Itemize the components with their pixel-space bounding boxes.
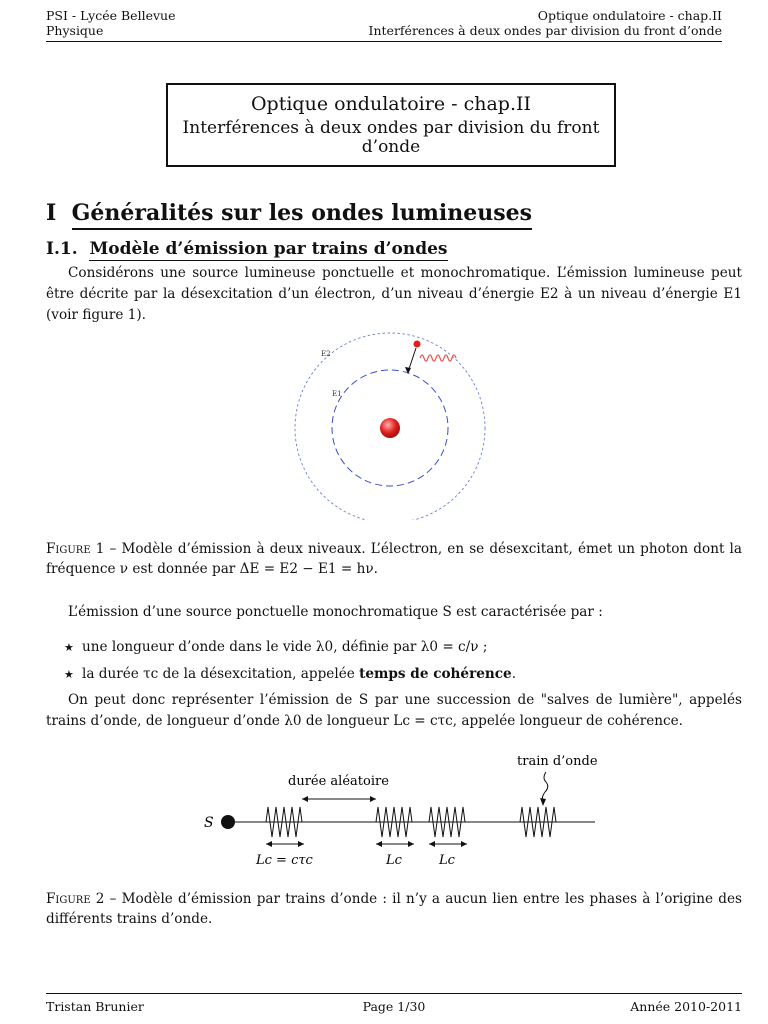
random-duration-label: durée aléatoire xyxy=(288,774,389,789)
lc3-head-left xyxy=(429,841,435,847)
wave-train-label: train d’onde xyxy=(517,754,598,769)
photon-wave xyxy=(420,355,456,361)
header-right xyxy=(369,8,722,38)
figure-wave-trains xyxy=(190,748,610,876)
bullet-coherence-term: temps de cohérence xyxy=(359,666,512,682)
figure1-caption-text: Modèle d’émission à deux niveaux. L’électron, en se désexcitant, émet un photon dont la fréquence ν est donnée par ΔE = E2 − E1 = hν. xyxy=(46,541,742,577)
footer-rule xyxy=(46,993,742,994)
lc3-head-right xyxy=(461,841,467,847)
header-left xyxy=(46,8,175,38)
pointer-arrowhead xyxy=(540,798,546,806)
lc-label-3: Lc xyxy=(439,853,455,868)
chapter-title: Optique ondulatoire - chap.II xyxy=(250,93,531,115)
section-heading xyxy=(46,200,532,226)
header-subject: Physique xyxy=(46,23,104,38)
paragraph-intro: Considérons une source lumineuse ponctuelle et monochromatique. L’émission lumineuse peut être décrite par la désexcitation d’un électron, d’un niveau d’énergie E2 à un niveau d’énergie E1 (voir figure 1). xyxy=(46,265,742,323)
figure2-caption-label: Figure 2 xyxy=(46,891,105,907)
footer-author: Tristan Brunier xyxy=(46,999,144,1014)
electron xyxy=(414,341,421,348)
lc1-head-left xyxy=(266,841,272,847)
figure-atom-diagram xyxy=(287,330,487,520)
nucleus xyxy=(380,418,400,438)
bullet-wavelength-text: une longueur d’onde dans le vide λ0, définie par λ0 = c/ν ; xyxy=(82,639,488,655)
footer-year: Année 2010-2011 xyxy=(630,999,742,1014)
star-bullet-icon: ★ xyxy=(64,641,74,654)
lc-label-2: Lc xyxy=(386,853,402,868)
subsection-number: I.1. xyxy=(46,239,78,259)
wave-train-pointer xyxy=(542,772,547,802)
header-chapter-title: Interférences à deux ondes par division du front d’onde xyxy=(368,23,722,38)
lc2-head-right xyxy=(408,841,414,847)
figure1-caption-label: Figure 1 xyxy=(46,541,105,557)
label-E2: E2 xyxy=(321,350,331,358)
lc-label-1: Lc = cτc xyxy=(256,853,313,868)
label-E1: E1 xyxy=(332,390,342,398)
paragraph-wave-trains: On peut donc représenter l’émission de S par une succession de "salves de lumière", appelés trains d’onde, de longueur d’onde λ0 de longueur Lc = cτc, appelée longueur de cohérence. xyxy=(46,692,742,729)
lc2-head-left xyxy=(376,841,382,847)
paragraph-characteristics: L’émission d’une source ponctuelle monochromatique S est caractérisée par : xyxy=(68,604,603,620)
source-point xyxy=(221,815,235,829)
arrowhead-right xyxy=(370,796,376,802)
section-title: Généralités sur les ondes lumineuses xyxy=(72,200,532,230)
figure2-caption-text: Modèle d’émission par trains d’onde : il n’y a aucun lien entre les phases à l’origine des différents trains d’onde. xyxy=(46,891,742,927)
figure2-caption: Figure 2 – Modèle d’émission par trains d’onde : il n’y a aucun lien entre les phases à l’origine des différents trains d’onde. xyxy=(46,891,742,927)
bullet-coherence-text: la durée τc de la désexcitation, appelée xyxy=(82,666,360,682)
section-number: I xyxy=(46,200,57,226)
bullet-wavelength xyxy=(64,637,487,658)
arrowhead-left xyxy=(302,796,308,802)
transition-arrowhead xyxy=(405,367,411,374)
bullet-coherence-end: . xyxy=(511,666,517,682)
subsection-heading xyxy=(46,239,448,259)
lc1-head-right xyxy=(298,841,304,847)
footer-page-number: Page 1/30 xyxy=(362,999,426,1014)
header-chapter: Optique ondulatoire - chap.II xyxy=(537,8,722,23)
subsection-title: Modèle d’émission par trains d’ondes xyxy=(89,239,448,259)
chapter-subtitle: Interférences à deux ondes par division du front d’onde xyxy=(182,118,600,157)
star-bullet-icon: ★ xyxy=(64,668,74,681)
bullet-coherence-time xyxy=(64,664,516,685)
source-label: S xyxy=(204,815,214,831)
title-box xyxy=(166,83,616,167)
header-school: PSI - Lycée Bellevue xyxy=(46,8,176,23)
figure1-caption: Figure 1 – Modèle d’émission à deux niveaux. L’électron, en se désexcitant, émet un photon dont la fréquence ν est donnée par ΔE = E2 − E1 = hν. xyxy=(46,541,742,577)
header-rule xyxy=(46,41,722,42)
